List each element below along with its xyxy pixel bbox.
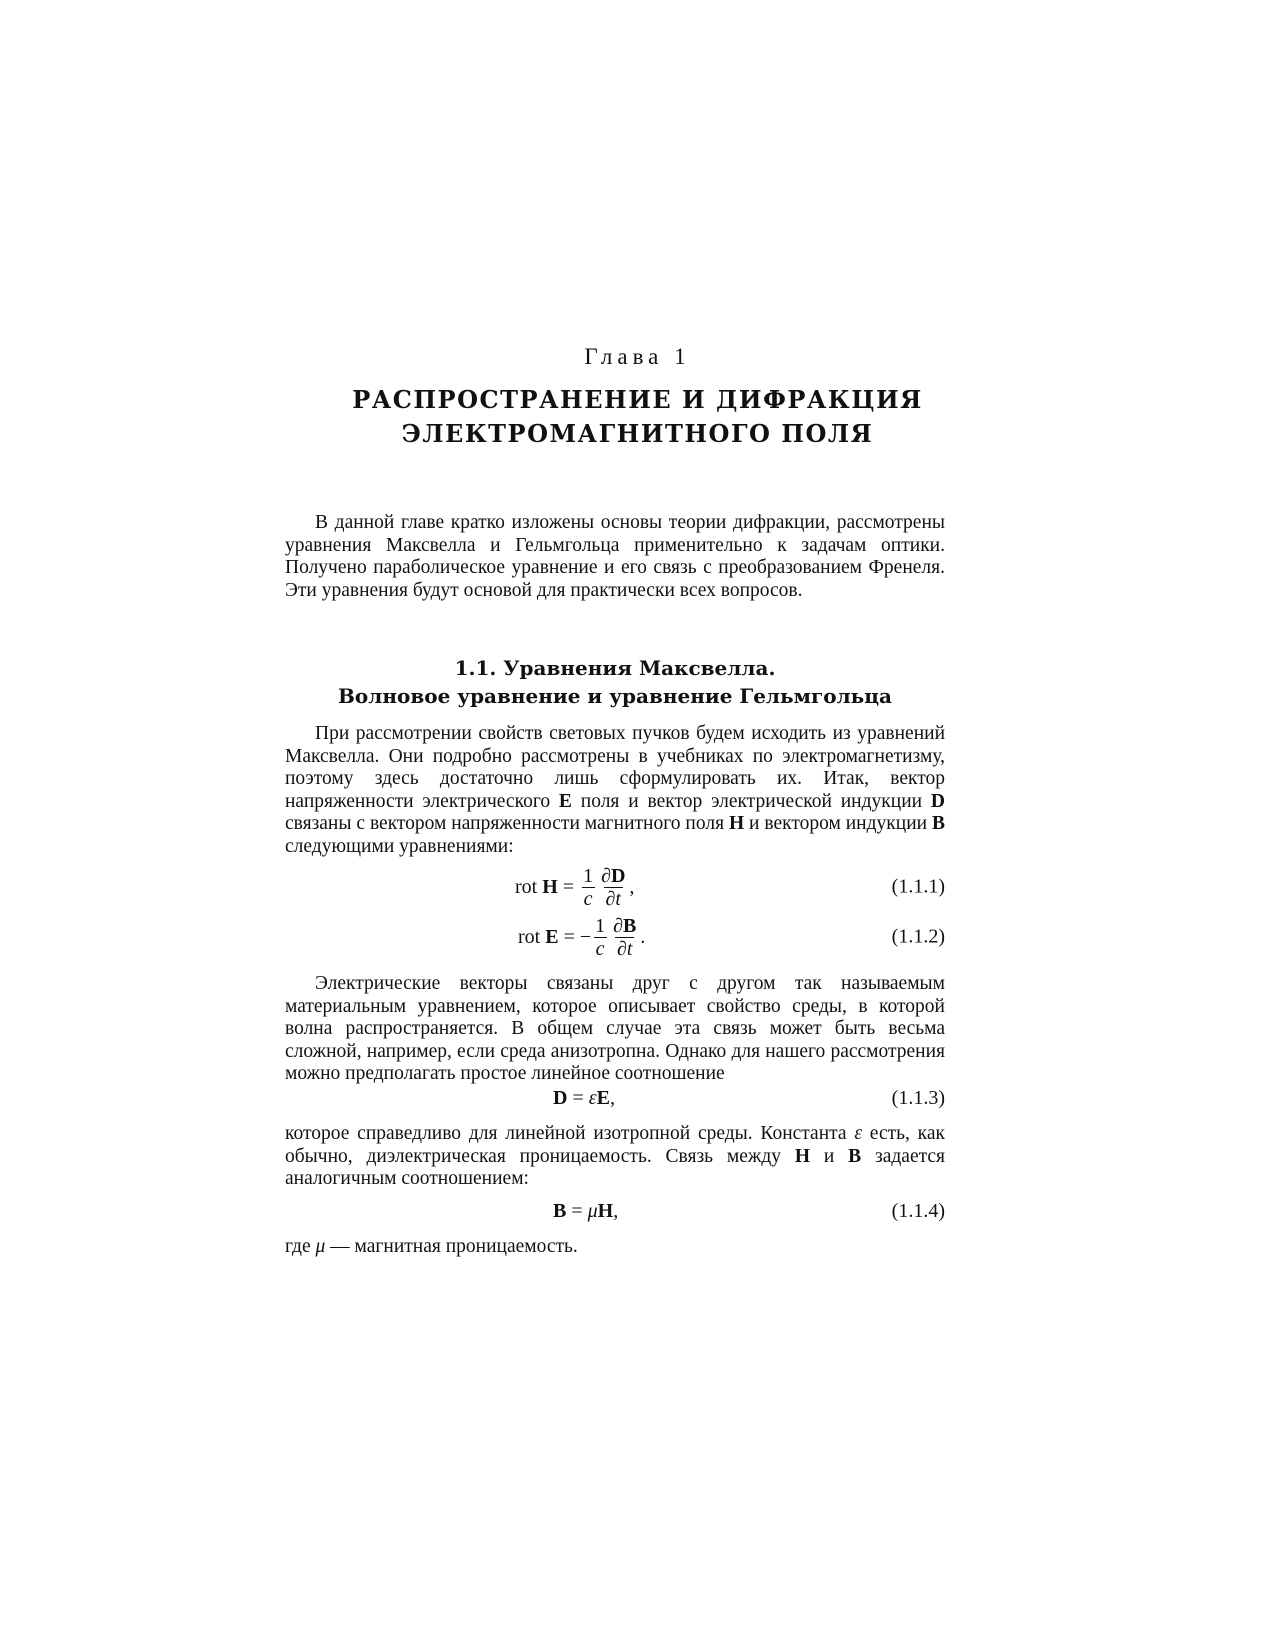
derivative-denominator: ∂t <box>617 937 633 960</box>
eq1-lhs-vector: H <box>542 875 558 898</box>
derivative-numerator: ∂B <box>613 914 637 937</box>
eq3-lhs: D <box>553 1087 568 1109</box>
fraction-1-over-c <box>581 865 595 910</box>
paragraph-1-text-5: следующими уравнениями: <box>285 835 514 857</box>
eq3-rhs: E <box>596 1087 610 1109</box>
minus-sign: − <box>579 925 592 948</box>
paragraph-3-text-4: задается аналогичным соотношением: <box>285 1145 945 1189</box>
paragraph-3-text-1: которое справедливо для линейной изотропной среды. Константа <box>285 1123 855 1144</box>
epsilon-symbol: ε <box>854 1123 863 1144</box>
paragraph-4-text-1: где <box>285 1236 316 1257</box>
equals-sign: = <box>572 1087 584 1109</box>
mu-symbol: μ <box>315 1236 326 1257</box>
intro-block <box>285 512 945 602</box>
paragraph-4-block <box>285 1236 945 1259</box>
fraction-numerator: 1 <box>583 864 594 887</box>
paragraph-2-block <box>285 973 945 1086</box>
paragraph-4-text-2: — магнитная проницаемость. <box>325 1236 578 1257</box>
epsilon-symbol: ε <box>588 1087 597 1109</box>
equation-1-1-2 <box>285 912 945 962</box>
equals-sign: = <box>562 875 575 898</box>
fraction-1-over-c <box>593 915 607 960</box>
section-title-line-1: 1.1. Уравнения Максвелла. <box>454 656 776 680</box>
intro-paragraph: В данной главе кратко изложены основы теории дифракции, рассмотрены уравнения Максвелла и Гельмгольца применительно к задачам оптики. Получено параболическое уравнение и его связь с преобразованием Френеля. Эти уравнения будут основой для практически всех вопросов. <box>285 512 945 601</box>
vector-d: D <box>930 790 945 812</box>
fraction-numerator: 1 <box>595 914 606 937</box>
fraction-denominator: c <box>583 887 593 910</box>
chapter-title <box>0 383 1275 451</box>
eq4-punctuation: , <box>613 1200 619 1222</box>
chapter-title-line-2: ЭЛЕКТРОМАГНИТНОГО ПОЛЯ <box>401 419 874 448</box>
paragraph-3 <box>285 1123 945 1191</box>
eq4-lhs: B <box>553 1200 567 1222</box>
eq3-punctuation: , <box>609 1087 615 1109</box>
chapter-title-line-1: РАСПРОСТРАНЕНИЕ И ДИФРАКЦИЯ <box>352 385 923 414</box>
eq2-lhs-vector: E <box>545 925 559 948</box>
paragraph-3-text-2: есть, как обычно, диэлектрическая проницаемость. Связь между <box>285 1123 945 1167</box>
vector-b: B <box>848 1145 862 1167</box>
rot-operator: rot <box>518 925 541 948</box>
paragraph-3-block <box>285 1123 945 1191</box>
equation-1-1-2-expression <box>518 912 645 962</box>
section-title-line-2: Волновое уравнение и уравнение Гельмгольца <box>338 684 892 708</box>
fraction-derivative <box>611 915 638 960</box>
eq2-punctuation: . <box>640 925 646 948</box>
paragraph-3-text-3: и <box>810 1145 849 1167</box>
equation-1-1-4 <box>285 1200 945 1226</box>
equals-sign: = <box>571 1200 583 1222</box>
fraction-derivative <box>599 865 627 910</box>
equation-1-1-1 <box>285 862 945 912</box>
paragraph-1-text-3: связаны с вектором напряженности магнитного поля <box>285 813 729 834</box>
paragraph-1 <box>285 723 945 858</box>
equation-1-1-4-expression <box>553 1200 618 1223</box>
vector-b: B <box>931 813 945 834</box>
chapter-label: Глава 1 <box>584 344 691 369</box>
paragraph-2: Электрические векторы связаны друг с другом так называемым материальным уравнением, которое описывает свойство среды, в которой волна распространяется. В общем случае эта связь может быть весьма сложной, например, если среда анизотропна. Однако для нашего рассмотрения можно предполагать простое линейное соотношение <box>285 973 945 1084</box>
fraction-denominator: c <box>595 937 605 960</box>
paragraph-4 <box>285 1236 945 1259</box>
vector-h: H <box>728 813 745 834</box>
eq4-rhs: H <box>597 1200 614 1222</box>
paragraph-1-text-2: поля и вектор электрической индукции <box>571 790 931 812</box>
vector-e: E <box>558 790 572 812</box>
derivative-denominator: ∂t <box>605 887 621 910</box>
equation-1-1-3-expression <box>553 1087 615 1110</box>
equation-1-1-3 <box>285 1087 945 1113</box>
equation-1-1-1-expression <box>515 862 634 912</box>
rot-operator: rot <box>515 875 538 898</box>
paragraph-1-text-1: При рассмотрении свойств световых пучков будем исходить из уравнений Максвелла. Они подробно рассмотрены в учебниках по электромагнетизму, поэтому здесь достаточно лишь сформулировать их. Итак, вектор напряженности электрического <box>285 723 945 812</box>
equation-number: (1.1.2) <box>891 925 945 948</box>
derivative-numerator: ∂D <box>601 864 626 887</box>
eq1-punctuation: , <box>629 875 635 898</box>
equation-number: (1.1.4) <box>891 1200 945 1222</box>
mu-symbol: μ <box>587 1200 598 1222</box>
vector-h: H <box>794 1145 811 1167</box>
paragraph-1-block <box>285 723 945 858</box>
equals-sign: = <box>563 925 575 948</box>
section-title <box>285 654 945 710</box>
paragraph-1-text-4: и вектором индукции <box>744 813 932 834</box>
equation-number: (1.1.3) <box>891 1087 945 1109</box>
equation-number: (1.1.1) <box>891 875 945 898</box>
